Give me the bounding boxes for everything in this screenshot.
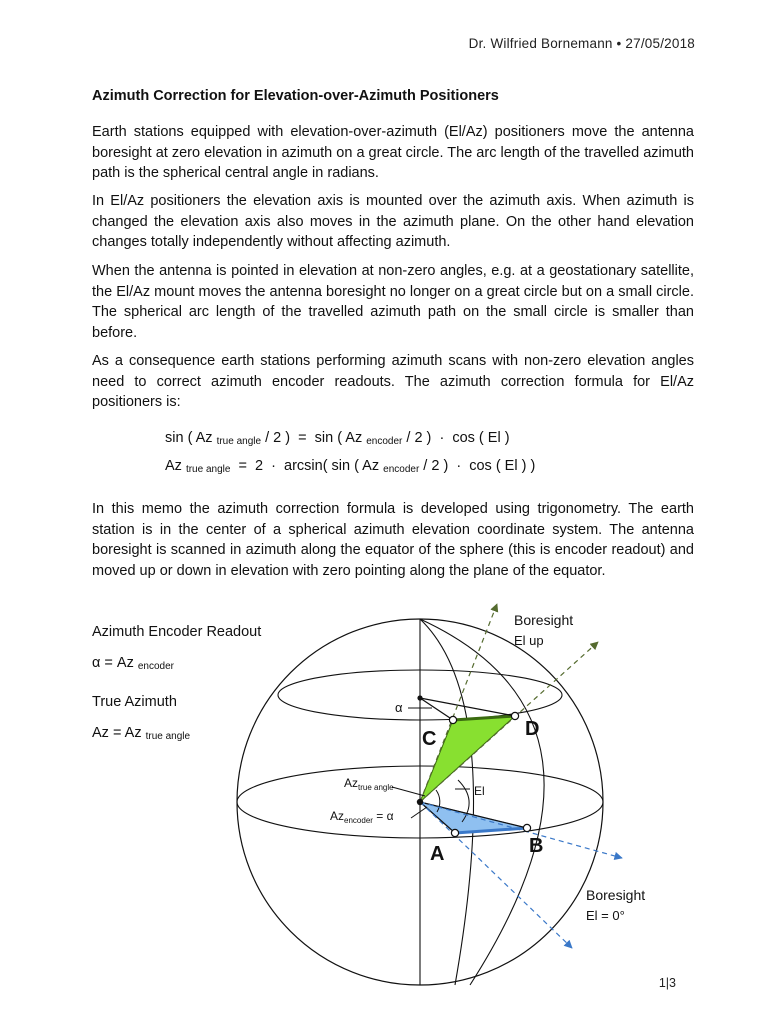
point-a-marker bbox=[451, 829, 458, 836]
meridian-arc-a bbox=[420, 619, 474, 985]
point-a-label: A bbox=[430, 843, 445, 865]
encoder-readout-heading: Azimuth Encoder Readout bbox=[92, 624, 262, 640]
boresight-el-up-line bbox=[420, 604, 497, 802]
az-true-angle-label: $Az_{true angle}$ bbox=[344, 776, 394, 792]
az-encoder-label: $Az_{encoder} = \alpha$ bbox=[330, 809, 394, 825]
paragraph-3: When the antenna is pointed in elevation at non-zero angles, e.g. at a geostationary satellite, the El/Az mount moves the antenna boresight no longer on a great circle but on a small circle. The spherical arc length of the travelled azimuth path on the small circle is smaller than before. bbox=[92, 263, 694, 342]
el-label: El bbox=[474, 784, 485, 798]
point-c-label: C bbox=[422, 728, 437, 750]
az-enc-pointer bbox=[411, 807, 427, 818]
boresight-top-label: Boresight bbox=[514, 612, 574, 628]
boresight-el-zero-line-2 bbox=[420, 802, 622, 858]
paragraph-1: Earth stations equipped with elevation-over-azimuth (El/Az) positioners move the antenna boresight at zero elevation in azimuth on a great circle. The arc length of the travelled azimuth path is the spherical central angle in radians. bbox=[92, 124, 694, 182]
document-title: Azimuth Correction for Elevation-over-Azimuth Positioners bbox=[92, 88, 499, 104]
point-c-marker bbox=[449, 716, 456, 723]
alpha-label: α bbox=[395, 700, 403, 715]
true-azimuth-heading: True Azimuth bbox=[92, 694, 177, 710]
paragraph-4: As a consequence earth stations performing azimuth scans with non-zero elevation angles need to correct azimuth encoder readouts. The azimuth correction formula for El/Az positioners is: bbox=[92, 353, 694, 411]
paragraph-2: In El/Az positioners the elevation axis is mounted over the azimuth axis. When azimuth is changed the elevation axis also moves in the azimuth plane. On the other hand elevation changes totally independently without affecting azimuth. bbox=[92, 193, 694, 251]
center-point bbox=[417, 799, 423, 805]
true-azimuth-formula: Az = Az $_{true angle}$ bbox=[92, 725, 191, 742]
formula-sin: sin ( Az $_{true angle}$ / 2 ) = sin ( Az $_{encoder}$ / 2 ) · cos ( El ) bbox=[165, 430, 510, 447]
boresight-bottom-label: Boresight bbox=[586, 887, 646, 903]
point-d-marker bbox=[511, 712, 518, 719]
point-d-label: D bbox=[525, 718, 540, 740]
formula-arcsin: Az $_{true angle}$ = 2 · arcsin( sin ( Az $_{encoder}$ / 2 ) · cos ( El ) ) bbox=[165, 458, 536, 475]
paragraph-5: In this memo the azimuth correction formula is developed using trigonometry. The earth station is in the center of a spherical azimuth elevation coordinate system. The antenna boresight is scanned in azimuth along the equator of the sphere (this is encoder readout) and moved up or down in elevation with zero pointing along the plane of the equator. bbox=[92, 501, 694, 580]
point-b-marker bbox=[523, 824, 530, 831]
header-author-date: Dr. Wilfried Bornemann • 27/05/2018 bbox=[468, 36, 695, 51]
point-b-label: B bbox=[529, 835, 544, 857]
page-number: 1|3 bbox=[658, 976, 676, 990]
el-zero-label: El = 0° bbox=[586, 908, 625, 923]
encoder-readout-formula: α = Az $_{encoder}$ bbox=[92, 655, 174, 672]
el-up-label: El up bbox=[514, 633, 544, 648]
axis-point bbox=[417, 695, 422, 700]
meridian-arc-b bbox=[420, 619, 544, 985]
